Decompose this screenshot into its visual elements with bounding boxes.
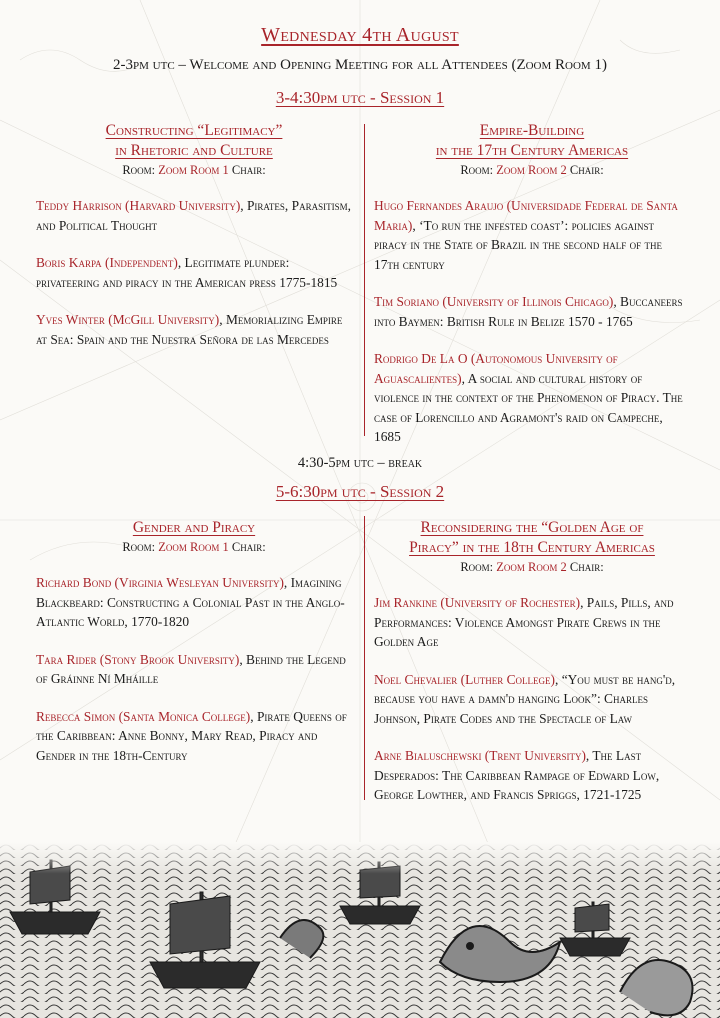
column-divider <box>364 124 365 436</box>
welcome-meeting: 2-3pm utc – Welcome and Opening Meeting for all Attendees (Zoom Room 1) <box>113 57 607 73</box>
paper-author: Hugo Fernandes Araujo (Universidade Federal de Santa Maria) <box>374 198 678 233</box>
paper-author: Tara Rider (Stony Brook University) <box>36 651 240 667</box>
paper-entry <box>36 707 352 766</box>
paper-title: , The Last Desperados: The Caribbean Rampage of Edward Low, George Lowther, and Francis Spriggs, 1721-1725 <box>374 748 660 802</box>
day-title: Wednesday 4th August <box>261 24 459 46</box>
panel-s1-left <box>36 121 352 349</box>
room-chair-line: Room: Zoom Room 1 Chair: <box>122 540 266 554</box>
paper-title: , ‘To run the infested coast’: policies against piracy in the State of Brazil in the second half of the 17th century <box>374 217 662 272</box>
paper-title: , Pails, Pills, and Performances: Violence Amongst Pirate Crews in the Golden Age <box>374 595 674 649</box>
room-name: Zoom Room 2 <box>496 560 567 574</box>
paper-title: , Pirate Queens of the Caribbean: Anne Bonny, Mary Read, Piracy and Gender in the 18th-Century <box>36 708 347 763</box>
paper-author: Teddy Harrison (Harvard University) <box>36 198 241 213</box>
paper-entry <box>36 650 352 689</box>
paper-title: , Behind the Legend of Gráinne Ní Mháille <box>36 651 346 686</box>
paper-author: Richard Bond (Virginia Wesleyan University) <box>36 575 284 590</box>
panel-s2-left <box>36 518 352 765</box>
paper-author: Noel Chevalier (Luther College) <box>374 671 555 687</box>
panel-s2-right <box>374 518 690 805</box>
paper-entry <box>36 196 352 235</box>
paper-title: , Imagining Blackbeard: Constructing a Colonial Past in the Anglo-Atlantic World, 1770-1820 <box>36 575 345 629</box>
paper-author: Tim Soriano (University of Illinois Chicago) <box>374 294 614 309</box>
paper-author: Yves Winter (McGill University) <box>36 312 220 327</box>
paper-entry <box>374 292 690 331</box>
room-chair-line: Room: Zoom Room 2 Chair: <box>460 163 604 177</box>
panel-title: Reconsidering the “Golden Age of Piracy” in the 18th Century Americas <box>409 519 655 556</box>
column-divider <box>364 516 365 800</box>
paper-author: Jim Rankine (University of Rochester) <box>374 595 581 610</box>
paper-title: , Legitimate plunder: privateering and piracy in the American press 1775-1815 <box>36 255 338 290</box>
paper-entry <box>374 593 690 652</box>
paper-title: , Memorializing Empire at Sea: Spain and the Nuestra Señora de las Mercedes <box>36 312 343 347</box>
panel-title: Gender and Piracy <box>132 519 256 536</box>
panel-s1-right <box>374 121 690 447</box>
paper-title: , Buccaneers into Baymen: British Rule in Belize 1570 - 1765 <box>374 294 683 329</box>
room-name: Zoom Room 1 <box>158 540 229 554</box>
session-2-title: 5-6:30pm utc - Session 2 <box>275 482 445 501</box>
session-1-title: 3-4:30pm utc - Session 1 <box>275 88 445 107</box>
paper-entry <box>36 573 352 632</box>
paper-entry <box>374 746 690 805</box>
room-chair-line: Room: Zoom Room 2 Chair: <box>460 560 604 574</box>
paper-entry <box>36 253 352 292</box>
room-chair-line: Room: Zoom Room 1 Chair: <box>122 163 266 177</box>
paper-author: Arne Bialuschewski (Trent University) <box>374 748 586 763</box>
panel-title: Constructing “Legitimacy” in Rhetoric and Culture <box>105 122 283 159</box>
paper-title: , A social and cultural history of violence in the context of the Phenomenon of Piracy. The case of Lorencillo and Agramont's raid on Campeche, 1685 <box>374 370 683 444</box>
paper-entry <box>374 196 690 274</box>
paper-title: , “You must be hang'd, because you have a damn'd hanging Look”: Charles Johnson, Pirate Codes and the Spectacle of Law <box>374 671 676 726</box>
paper-entry <box>374 349 690 447</box>
paper-entry <box>36 310 352 349</box>
break-line: 4:30-5pm utc – break <box>297 455 423 471</box>
room-name: Zoom Room 1 <box>158 163 229 177</box>
paper-author: Rodrigo De La O (Autonomous University of Aguascalientes) <box>374 351 618 386</box>
paper-author: Rebecca Simon (Santa Monica College) <box>36 708 251 724</box>
paper-author: Boris Karpa (Independent) <box>36 255 178 270</box>
sea-monsters-and-ships-engraving <box>0 842 720 1018</box>
paper-entry <box>374 670 690 729</box>
paper-title: , Pirates, Parasitism, and Political Thought <box>36 198 351 233</box>
panel-title: Empire-Building in the 17th Century Americas <box>435 122 629 159</box>
room-name: Zoom Room 2 <box>496 163 567 177</box>
